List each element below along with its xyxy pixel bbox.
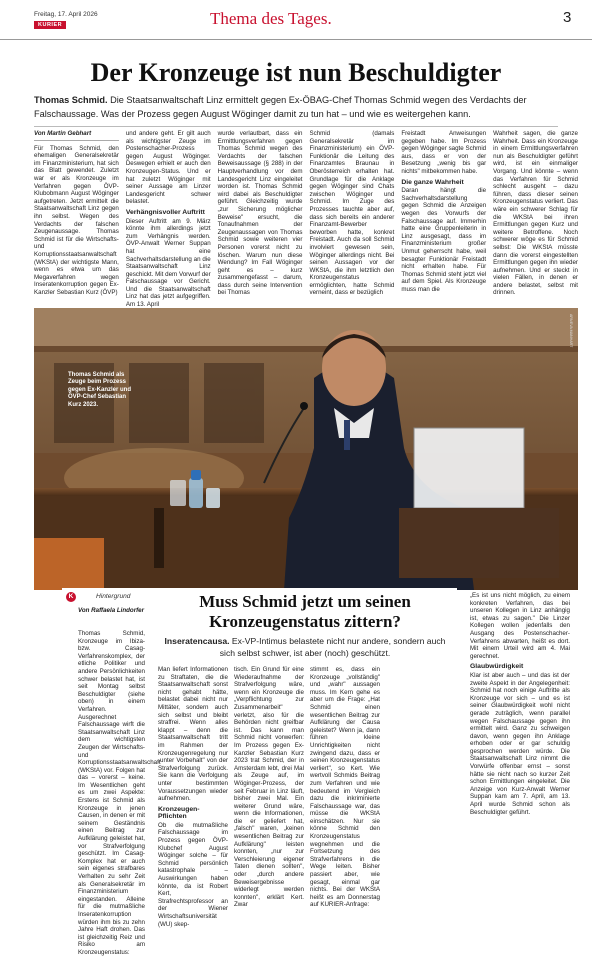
article-column-1 bbox=[34, 130, 119, 308]
divider bbox=[34, 126, 558, 127]
courtroom-photo bbox=[34, 308, 578, 590]
photo-caption: Thomas Schmid als Zeuge beim Prozess gegen Ex-Kanzler und ÖVP-Chef Sebastian Kurz 2023. bbox=[68, 372, 132, 408]
box-kicker: Hintergrund bbox=[96, 593, 131, 600]
box-paragraph: tisch. Ein Grund für eine Wiederaufnahme der Strafverfolgung wäre, wenn ein Kronzeuge die „Verpflichtung zur Zusammenarbeit" verletzt, also für die Behörden nicht greifbar ist. Das kann man Schmid nicht vorwerfen: Im Prozess gegen Ex-Kanzler Sebastian Kurz 2023 trat Schmid, der in Amsterdam lebt, drei Mal als Zeuge auf, im Wöginger-Prozess, der seit Februar in Linz läuft, bisher zwei Mal. Ein weiterer Grund wäre, wenn die Informationen, die er geliefert hat, „falsch" waren, „keinen wesentlichen Beitrag zur Aufklärung" leisten konnten, „nur zur Verschleierung eigener Taten dienen sollten", oder „durch andere Beweisergebnisse widerlegt werden konnten", erklärt Kert. Zwar bbox=[234, 666, 304, 909]
page-header bbox=[0, 0, 592, 40]
box-paragraph: „Es ist uns nicht möglich, zu einem konkreten Verfahren, das bei unseren Kollegen in Linz anhängig ist, etwas zu sagen." Die Linzer Kollegen wollen jedenfalls den Ausgang des Postenschacher-Verfahrens abwarten, heißt es dort. Mit einem Urteil wird am 4. Mai gerechnet. bbox=[470, 592, 570, 660]
issue-date: Freitag, 17. April 2026 bbox=[34, 11, 98, 18]
box-lead-text: Ex-VP-Intimus belastete nicht nur andere, sondern auch sich selbst schwer, ist aber (noch) geschützt. bbox=[219, 636, 446, 658]
lead-name: Thomas Schmid. bbox=[34, 95, 108, 105]
box-paragraph: Klar ist aber auch – und das ist der zweite Aspekt in der Angelegenheit: Schmid hat noch einige Auftritte als Kronzeuge vor sich – und es ist seiner Glaubwürdigkeit wohl nicht gerade zuträglich, wenn parallel wegen Falschaussage gegen ihn ermittelt wird. Ganz zu schweigen davon, wenn gegen ihn Anklage erhoben oder er gar schuldig gesprochen werden würde. Die Staatsanwaltschaft Linz nimmt die Vorwürfe offenbar ernst – sonst hätte sie nicht nach so kurzer Zeit schon Ermittlungen eingeleitet. Die Anzeige von Kurz-Anwalt Werner Suppan kam am 7. April, am 13. April wurde Schmid schon als Beschuldigter geführt. bbox=[470, 671, 570, 816]
box-paragraph: Ob die mutmaßliche Falschaussage im Prozess gegen ÖVP-Klubchef August Wöginger solche – für Schmid persönlich katastrophale – Auswirkungen haben könnte, da ist Robert Kert, Strafrechtsprofessor an der Wiener Wirtschaftsuniversität (WU) skep- bbox=[158, 821, 228, 928]
page-number: 3 bbox=[563, 9, 572, 26]
subheading: Glaubwürdigkeit bbox=[470, 663, 524, 671]
article-paragraph: Für Thomas Schmid, den ehemaligen Generalsekretär im Finanzministerium, hat sich das Blatt gewendet. Zuletzt war er als Kronzeuge im Verfahren gegen ÖVP-Klubobmann August Wöginger aufgetreten. Jetzt ermittelt die Staatsanwaltschaft Linz gegen ihn selbst. Wegen des Verdachts der falschen Zeugenaussage. Thomas Schmid ist für die Wirtschafts- und Korruptionsstaatsanwaltschaft (WKStA) der wichtigste Mann, wenn es etwa um das Megaverfahren wegen Inseratenkorruption gegen Ex-Kanzler Sebastian Kurz (ÖVP) bbox=[34, 144, 119, 296]
section-title: Thema des Tages. bbox=[210, 9, 332, 28]
box-paragraph: Man liefert Informationen zu Straftaten, die die Staatsanwaltschaft sonst nicht gehabt hätte, belastet dabei nicht nur Mittäter, sondern auch sich selbst und bleibt straffrei. Wenn alles klappt – denn die Staatsanwaltschaft tritt im Rahmen der Kronzeugenregelung nur „unter Vorbehalt" von der Strafverfolgung zurück. Sie kann die Verfolgung unter bestimmten Voraussetzungen wieder aufnehmen. bbox=[158, 666, 228, 803]
article-column-6 bbox=[493, 130, 578, 308]
article-author: Von Martin Gebhart bbox=[34, 130, 119, 141]
article-paragraph: Freistadt Anweisungen gegeben habe. Im Prozess gegen Wöginger sagte Schmid aus, dass er von der Besetzung „wenig bis gar nichts" mitbekommen habe. bbox=[401, 130, 487, 175]
subheading: Kronzeugen-Pflichten bbox=[158, 805, 200, 821]
kurier-badge-icon: K bbox=[66, 592, 76, 602]
main-headline: Der Kronzeuge ist nun Beschuldigter bbox=[90, 58, 502, 87]
main-article-body bbox=[34, 130, 578, 308]
box-body bbox=[78, 620, 458, 956]
article-column-4 bbox=[309, 130, 394, 308]
photo-credit: APA/EVA MANHART bbox=[569, 314, 573, 348]
subheading: Verhängnisvoller Auftritt bbox=[125, 208, 205, 216]
lead-text: Die Staatsanwaltschaft Linz ermittelt gegen Ex-ÖBAG-Chef Thomas Schmid wegen des Verdachts der Falschaussage. Was der Prozess gegen August Wöginger damit zu tun hat – und wie es weitergehen kann. bbox=[34, 95, 527, 119]
article-paragraph: Daran hängt die Sachverhaltsdarstellung gegen Schmid die Anzeigen wegen des Vorwurfs der Falschaussage auf. Immerhin hatte eine Gruppenleiterin in Linz ausgesagt, dass im Finanzministerium großer Unmut geherrscht habe, weil besagter Funktionär Freistadt nicht erhalten habe. Für Thomas Schmid steht jetzt viel auf dem Spiel. Als Kronzeuge muss man die bbox=[401, 187, 487, 293]
main-lead bbox=[34, 94, 558, 121]
box-headline: Muss Schmid jetzt um seinen Kronzeugenstatus zittern? bbox=[199, 592, 411, 631]
subheading: Die ganze Wahrheit bbox=[401, 178, 464, 186]
article-column-2 bbox=[126, 130, 211, 308]
right-column bbox=[470, 592, 570, 872]
box-lead-bold: Inseratencausa. bbox=[164, 636, 230, 646]
box-column-2 bbox=[158, 666, 228, 928]
box-column-4 bbox=[310, 666, 380, 909]
article-paragraph: Dieser Auftritt am 9. März könnte ihm allerdings jetzt zum Verhängnis werden. ÖVP-Anwalt Werner Suppan hat eine Sachverhaltsdarstellung an die Staatsanwaltschaft Linz geschickt. Mit dem Vorwurf der Falschaussage vor Gericht. Und die Staatsanwaltschaft Linz hat das jetzt aufgegriffen. Am 13. April bbox=[125, 217, 211, 309]
box-paragraph: Thomas Schmid, Kronzeuge im Ibiza- bzw. Casag-Verfahrenskomplex, der etliche Politiker und andere Persönlichkeiten schwer belastet hat, ist seit Montag selbst Beschuldigter (siehe oben) in einem Verfahren. Ausgerechnet Falschaussage wirft die Staatsanwaltschaft Linz dem wichtigsten Zeugen der Wirtschafts- und Korruptionsstaatsanwaltschaft (WKStA) vor. Folgen hat das – vorerst – keine. Im Wesentlichen geht es um zwei Aspekte: Erstens ist Schmid als Kronzeuge in jenen Causen, in denen er mit seinem Geständnis einen Beitrag zur Aufklärung geleistet hat, vor Strafverfolgung geschützt. Im Casag-Komplex hat er auch sein eigenes strafbares Verhalten zu sehr Zeit als Generalsekretär im Finanzministerium eingestanden. Alleine für die mutmaßliche Inseratenkorruption würden ihm bis zu zehn Jahre Haft drohen. Das ist gleichzeitig Reiz und Risiko am Kronzeugenstatus: bbox=[78, 630, 161, 956]
article-paragraph: Wahrheit sagen, die ganze Wahrheit. Dass ein Kronzeuge in einem Ermittlungsverfahren nun als Beschuldigter geführt wird, ist ein einmaliger Vorgang. Und könnte – wenn das Verfahren für Schmid schlecht ausgeht – dazu führen, dass dieser seinen Kronzeugenstatus verliert. Das wäre ein schwerer Schlag für die WKStA bei ihren Ermittlungen gegen Kurz und weitere Betroffene. Noch schwerer wöge es für Schmid selbst: Die WKStA müsste dann die vorerst eingestellten Ermittlungen gegen ihn wieder aufnehmen. Und er steckt in vielen Fällen, in denen er andere belastet, selbst mit drinnen. bbox=[493, 130, 578, 297]
article-paragraph: wurde verlautbart, dass ein Ermittlungsverfahren gegen Thomas Schmid wegen des Verdachts der falschen Beweisaussage (§ 288) in der Hauptverhandlung vor dem Landesgericht Linz eingeleitet worden ist. Thomas Schmid wird dabei als Beschuldigter geführt. Gleichzeitig wurde „zur Sicherung möglicher Beweise" ersucht, die Tonaufnahmen der Zeugenaussagen von Thomas Schmid sowie weiteren vier Personen vorerst nicht zu löschen. Warum nun diese Wendung? Im Fall Wöginger geht es – kurz zusammengefasst – darum, dass durch seine Intervention bei Thomas bbox=[217, 130, 303, 297]
article-paragraph: Schmid (damals Generalsekretär im Finanzministerium) ein ÖVP-Funktionär die Leitung des Finanzamtes Braunau in Oberösterreich erhalten hat. Grundlage für die Anklage gegen Wöginger sind Chats zwischen Wöginger und Schmid. Im Zuge des Prozesses tauchte aber auf, dass sich bereits ein anderer Finanzamt-Bewerber beworben hatte, konkret Freistadt. Auch da soll Schmid involviert gewesen sein, Wöginger allerdings nicht. Bei seinen Aussagen vor der WKStA, die ihm letztlich den Kronzeugenstatus ermöglichten, hatte Schmid verneint, dass er bezüglich bbox=[309, 130, 395, 297]
article-column-5 bbox=[401, 130, 486, 308]
photo-illustration bbox=[34, 308, 578, 590]
box-author: Von Raffaela Lindorfer bbox=[78, 607, 145, 614]
box-paragraph: stimmt es, dass ein Kronzeuge „vollständig" und „wahr" aussagen muss. Im Kern gehe es aber um die Frage: „Hat Schmid einen wesentlichen Beitrag zur Aufklärung der Causa geleistet? Wenn ja, dann führen kleine Unrichtigkeiten nicht zwingend dazu, dass er seinen Kronzeugenstatus verliert", so Kert. Wie wertvoll Schmids Beitrag zum Verfahren und wie bedeutend im Vergleich dazu die inkriminierte Falschaussage war, das müsse die WKStA einschätzen. Nur sie könne Schmid den Kronzeugenstatus wegnehmen und die Fortsetzung des Strafverfahrens in die Wege leiten. Bisher passiert aber, wie gesagt, einmal gar nichts. Bei der WKStA heißt es am Donnerstag auf KURIER-Anfrage: bbox=[310, 666, 380, 909]
box-column-1 bbox=[78, 620, 161, 956]
article-column-3 bbox=[218, 130, 303, 308]
article-paragraph: und andere geht. Er gilt auch als wichtigster Zeuge im Postenschacher-Prozess gegen August Wöginger. Deswegen erhielt er auch den Kronzeugen-Status. Und er hat zuletzt Wöginger mit seiner Aussage am Linzer Landesgericht schwer belastet. bbox=[125, 130, 211, 206]
box-column-3 bbox=[234, 666, 304, 909]
brand-logo: KURIER bbox=[34, 21, 66, 29]
